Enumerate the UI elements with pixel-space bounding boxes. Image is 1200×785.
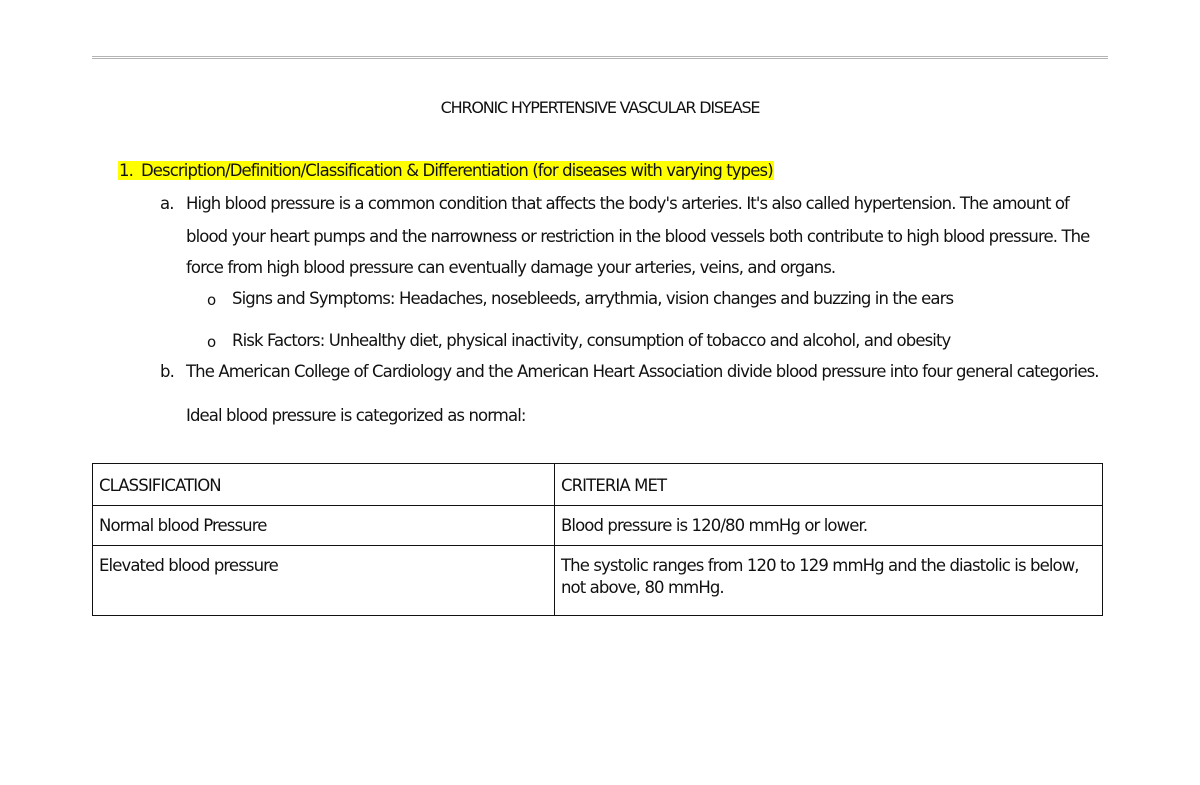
item-b-label: b.: [160, 362, 174, 381]
header-criteria-met: CRITERIA MET: [555, 464, 1103, 506]
bullet-marker: o: [207, 291, 216, 309]
criteria-line-1: The systolic ranges from 120 to 129 mmHg and the diastolic is below,: [561, 556, 1079, 575]
item-b-line-1: The American College of Cardiology and the American Heart Association divide blood pressure into four general categories.: [186, 362, 1099, 381]
section-1-heading: [118, 160, 774, 182]
table-cell: Normal blood Pressure: [93, 506, 555, 546]
table-header-row: [93, 464, 1103, 506]
item-a-line-3: force from high blood pressure can eventually damage your arteries, veins, and organs.: [186, 258, 836, 277]
bullet-marker: o: [207, 333, 216, 351]
table-row: [93, 546, 1103, 616]
document-title: CHRONIC HYPERTENSIVE VASCULAR DISEASE: [440, 98, 760, 117]
blood-pressure-table: [92, 463, 1103, 616]
header-rule: [92, 56, 1108, 59]
table-cell: Blood pressure is 120/80 mmHg or lower.: [555, 506, 1103, 546]
section-1-number: 1.: [119, 161, 133, 180]
header-classification: CLASSIFICATION: [93, 464, 555, 506]
table-row: [93, 506, 1103, 546]
item-a-line-1: High blood pressure is a common condition that affects the body's arteries. It's also called hypertension. The amount of: [186, 194, 1069, 213]
risk-factors-bullet: Risk Factors: Unhealthy diet, physical inactivity, consumption of tobacco and alcohol, and obesity: [232, 331, 951, 350]
signs-symptoms-bullet: Signs and Symptoms: Headaches, nosebleeds, arrythmia, vision changes and buzzing in the ears: [232, 289, 954, 308]
item-a-label: a.: [160, 194, 174, 213]
item-b-line-2: Ideal blood pressure is categorized as normal:: [186, 406, 526, 425]
item-a-line-2: blood your heart pumps and the narrowness or restriction in the blood vessels both contribute to high blood pressure. The: [186, 227, 1090, 246]
table-cell: Elevated blood pressure: [93, 546, 555, 616]
section-1-heading-text: Description/Definition/Classification & Differentiation (for diseases with varying types): [141, 161, 773, 180]
criteria-line-2: not above, 80 mmHg.: [561, 578, 724, 597]
table-cell: [555, 546, 1103, 616]
